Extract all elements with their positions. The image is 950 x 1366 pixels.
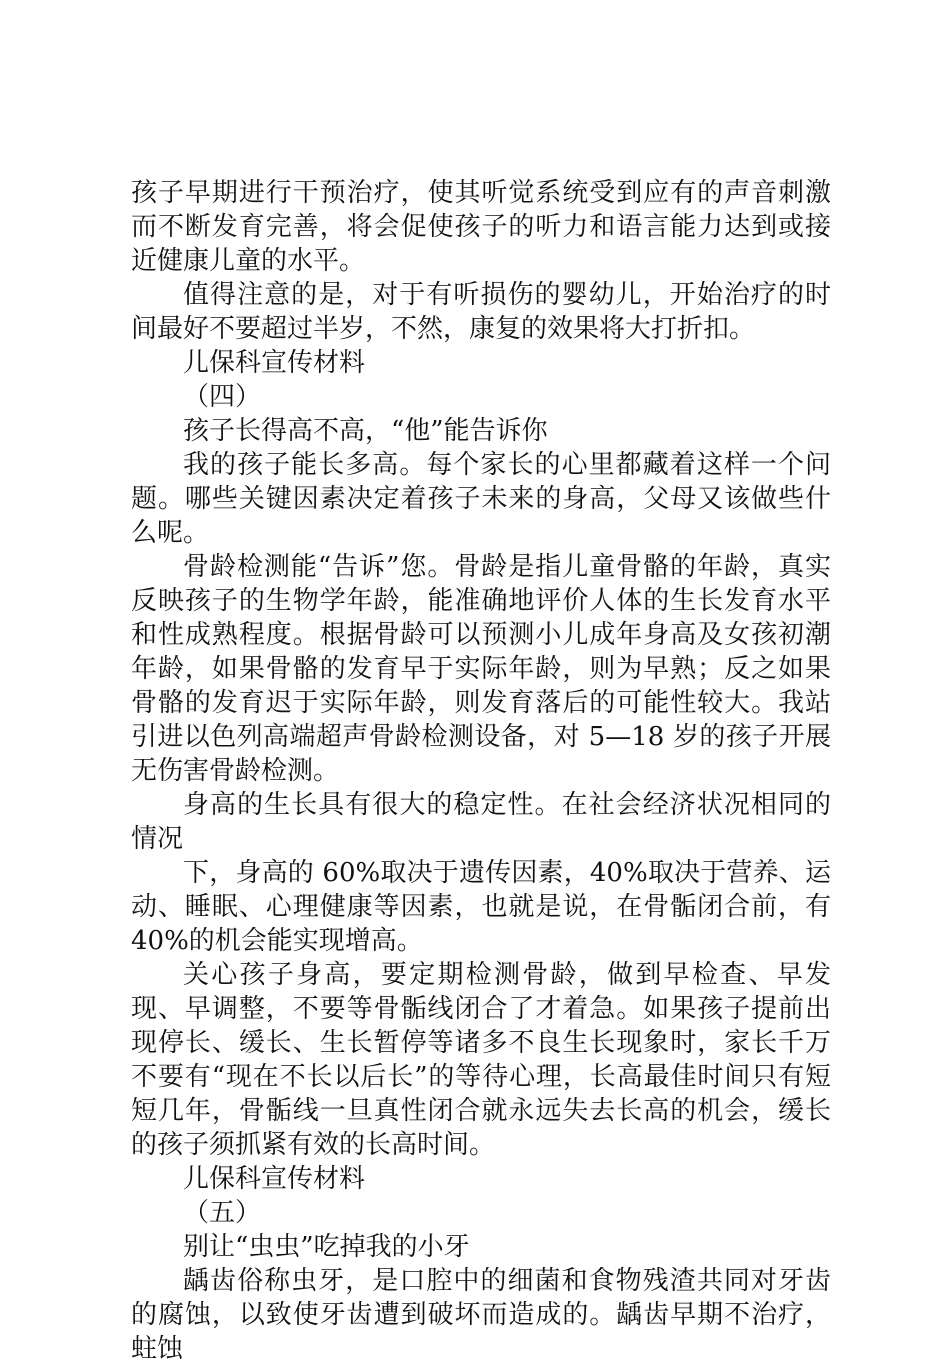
- section-title-child-care: 儿保科宣传材料: [183, 1164, 366, 1194]
- paragraph-bone-age: 骨龄检测能“告诉”您。骨龄是指儿童骨骼的年龄，真实反映孩子的生物学年龄，能准确地评价人体的生长发育水平和性成熟程度。根据骨龄可以预测小儿成年身高及女孩初潮年龄，如果骨骼的发育早于实际年龄，则为早熟；反之如果骨骼的发育迟于实际年龄，则发育落后的可能性较大。我站引进以色列高端超声骨龄检测设备，对 5—18 岁的孩子开展无伤害骨龄检测。: [131, 552, 831, 786]
- article-title-height: 孩子长得高不高，“他”能告诉你: [183, 416, 548, 446]
- paragraph-height-advice: 关心孩子身高，要定期检测骨龄，做到早检查、早发现、早调整，不要等骨骺线闭合了才着急。如果孩子提前出现停长、缓长、生长暂停等诸多不良生长现象时，家长千万不要有“现在不长以后长”的等待心理，长高最佳时间只有短短几年，骨骺线一旦真性闭合就永远失去长高的机会，缓长的孩子须抓紧有效的长高时间。: [131, 960, 831, 1160]
- paragraph-hearing-note: 值得注意的是，对于有听损伤的婴幼儿，开始治疗的时间最好不要超过半岁，不然，康复的效果将大打折扣。: [131, 280, 831, 344]
- section-title-child-care: 儿保科宣传材料: [183, 348, 366, 378]
- article-title-teeth: 别让“虫虫”吃掉我的小牙: [183, 1232, 470, 1262]
- paragraph-dental-caries: 龋齿俗称虫牙，是口腔中的细菌和食物残渣共同对牙齿的腐蚀，以致使牙齿遭到破坏而造成的。龋齿早期不治疗，蛀蚀: [131, 1266, 831, 1364]
- section-number: （四）: [183, 382, 262, 412]
- paragraph-height-question: 我的孩子能长多高。每个家长的心里都藏着这样一个问题。哪些关键因素决定着孩子未来的身高，父母又该做些什么呢。: [131, 450, 831, 548]
- document-page: [131, 176, 831, 1366]
- paragraph-hearing-intervention: 孩子早期进行干预治疗，使其听觉系统受到应有的声音刺激而不断发育完善，将会促使孩子的听力和语言能力达到或接近健康儿童的水平。: [131, 178, 831, 276]
- paragraph-height-stability: 身高的生长具有很大的稳定性。在社会经济状况相同的情况: [131, 790, 831, 854]
- section-number: （五）: [183, 1198, 262, 1228]
- paragraph-height-factors: 下，身高的 60%取决于遗传因素，40%取决于营养、运动、睡眠、心理健康等因素，也就是说，在骨骺闭合前，有 40%的机会能实现增高。: [131, 858, 831, 956]
